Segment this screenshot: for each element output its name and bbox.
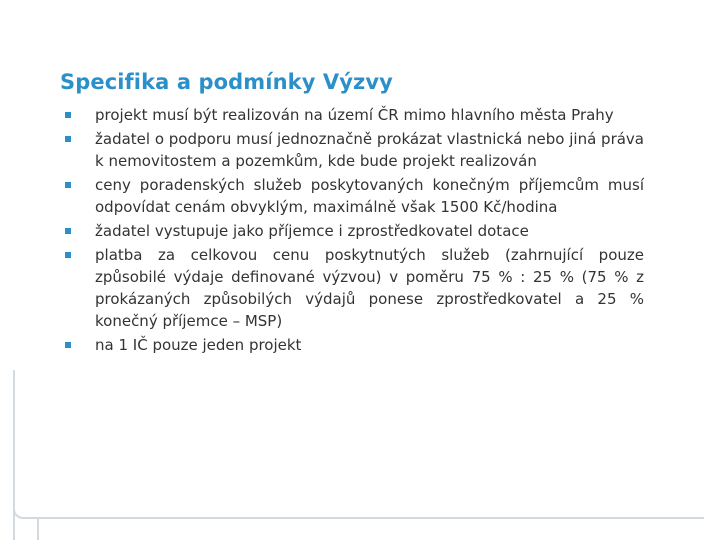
bullet-text: žadatel vystupuje jako příjemce i zprostředkovatel dotace bbox=[95, 222, 529, 240]
bullet-text: žadatel o podporu musí jednoznačně prokázat vlastnická nebo jiná práva k nemovitostem a pozemkům, kde bude projekt realizován bbox=[95, 130, 644, 170]
square-bullet-icon bbox=[65, 112, 71, 118]
bullet-text: na 1 IČ pouze jeden projekt bbox=[95, 336, 302, 354]
decorative-stem-line bbox=[37, 519, 39, 540]
list-item bbox=[64, 244, 644, 332]
decorative-horizontal-line bbox=[24, 517, 704, 519]
list-item bbox=[64, 334, 644, 356]
bullet-text: ceny poradenských služeb poskytovaných konečným příjemcům musí odpovídat cenám obvyklým, maximálně však 1500 Kč/hodina bbox=[95, 176, 644, 216]
slide-title: Specifika a podmínky Výzvy bbox=[60, 70, 393, 95]
square-bullet-icon bbox=[65, 342, 71, 348]
square-bullet-icon bbox=[65, 182, 71, 188]
list-item bbox=[64, 128, 644, 172]
list-item bbox=[64, 174, 644, 218]
square-bullet-icon bbox=[65, 136, 71, 142]
bullet-text: projekt musí být realizován na území ČR mimo hlavního města Prahy bbox=[95, 106, 614, 124]
list-item bbox=[64, 104, 644, 126]
list-item bbox=[64, 220, 644, 242]
square-bullet-icon bbox=[65, 252, 71, 258]
square-bullet-icon bbox=[65, 228, 71, 234]
bullet-list bbox=[64, 104, 644, 358]
bullet-text: platba za celkovou cenu poskytnutých služeb (zahrnující pouze způsobilé výdaje definované výzvou) v poměru 75 % : 25 % (75 % z prokázaných způsobilých výdajů ponese zprostředkovatel a 25 % konečný příjemce – MSP) bbox=[95, 246, 644, 330]
